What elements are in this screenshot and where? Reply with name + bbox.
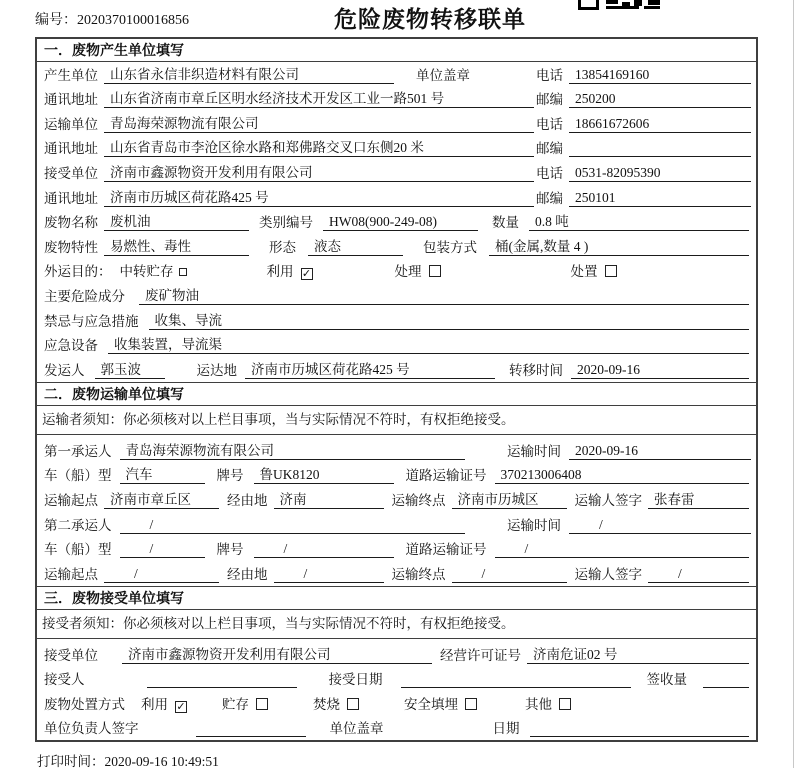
packaging-value: 桶(金属,数量 4 ) (489, 238, 749, 256)
producer-zip-value: 250200 (569, 90, 751, 108)
road-permit-label: 道路运输证号 (405, 468, 487, 484)
transporter-address-row (37, 136, 756, 161)
form-label: 形态 (269, 239, 296, 255)
receiver-address-value: 济南市历城区荷花路425 号 (104, 189, 534, 207)
dispose-checkbox (605, 265, 617, 277)
first-carrier-label: 第一承运人 (44, 443, 112, 459)
producer-phone-value: 13854169160 (569, 66, 751, 84)
producer-address-value: 山东省济南市章丘区明水经济技术开发区工业一路501 号 (104, 90, 534, 108)
transporter-sign-label: 运输人签字 (574, 566, 642, 582)
road-permit-value: 370213006408 (495, 466, 750, 484)
unit-seal-label: 单位盖章 (329, 721, 384, 737)
transporter-label: 运输单位 (44, 116, 98, 132)
waste-name-value: 废机油 (104, 213, 249, 231)
category-code-label: 类别编号 (259, 215, 313, 231)
address-label: 通讯地址 (44, 92, 98, 108)
transporter-row (37, 111, 756, 136)
second-carrier-label: 第二承运人 (44, 517, 112, 533)
disposal-other-checkbox (559, 698, 571, 710)
receiver-row (37, 160, 756, 185)
page-edge-line (793, 0, 795, 768)
second-carrier-value: / (120, 516, 465, 534)
transporter-notice-row (37, 406, 756, 435)
destination-value: 济南市历城区荷花路425 号 (245, 361, 495, 379)
zip-label: 邮编 (536, 141, 563, 157)
route-end-label: 运输终点 (391, 566, 446, 582)
purpose-option-utilize: 利用 ✓ (266, 264, 312, 281)
vehicle-type-value: 汽车 (120, 466, 205, 484)
route-end-value: 济南市历城区 (452, 491, 567, 509)
receiver-address-row (37, 185, 756, 210)
license-value: 济南危证02 号 (527, 646, 749, 664)
disposal-method-row (37, 691, 756, 716)
emergency-measures-label: 禁忌与应急措施 (44, 313, 139, 329)
second-transport-time-value: / (569, 516, 751, 534)
accepting-unit-value: 济南市鑫源物资开发利用有限公司 (122, 646, 432, 664)
producer-value: 山东省永信非织造材料有限公司 (104, 66, 394, 84)
phone-label: 电话 (536, 116, 563, 132)
acceptor-row (37, 667, 756, 692)
transfer-purpose-row (37, 259, 756, 284)
emergency-measures-value: 收集、导流 (149, 312, 750, 330)
qr-code-fragment-icon (578, 0, 662, 10)
print-time-label: 打印时间： (37, 754, 105, 768)
unit-signature-value (196, 720, 306, 737)
date-label: 日期 (492, 721, 520, 737)
purpose-option-storage: 中转贮存 (120, 263, 187, 280)
transporter-notice-text: 运输者须知：你必须核对以上栏目事项，当与实际情况不符时，有权拒绝接受。 (42, 412, 515, 428)
treat-checkbox (429, 265, 441, 277)
transporter-zip-value (569, 140, 751, 157)
utilize-checkbox-checked: ✓ (301, 268, 312, 281)
disposal-incinerate-checkbox (347, 698, 359, 710)
seal-label: 单位盖章 (416, 67, 470, 83)
vehicle-type-row-2 (37, 537, 756, 562)
disposal-option-utilize: 利用 ✓ (141, 696, 186, 713)
date-value (530, 720, 750, 737)
producer-address-row (37, 87, 756, 112)
transporter-sign-value: 张春雷 (648, 491, 749, 509)
receiver-value: 济南市鑫源物资开发利用有限公司 (104, 164, 534, 182)
category-code-value: HW08(900-249-08) (323, 213, 478, 231)
waste-traits-value: 易燃性、毒性 (104, 238, 249, 256)
transport-time-label: 运输时间 (507, 517, 561, 533)
packaging-label: 包装方式 (423, 239, 477, 255)
serial-number (35, 9, 189, 29)
route-row-2 (37, 561, 756, 586)
acceptor-value (147, 671, 297, 688)
section1-header: 一．废物产生单位填写 (37, 39, 756, 62)
hazard-components-label: 主要危险成分 (44, 288, 125, 304)
address-label: 通讯地址 (44, 141, 98, 157)
purpose-option-treat: 处理 (395, 263, 441, 280)
plate-value: 鲁UK8120 (254, 466, 394, 484)
route-end-label: 运输终点 (391, 492, 446, 508)
producer-row (37, 62, 756, 87)
accepting-unit-row (37, 639, 756, 667)
route-end-value-2: / (452, 565, 567, 583)
form-value: 液态 (308, 238, 403, 256)
emergency-equipment-label: 应急设备 (44, 338, 98, 354)
transporter-phone-value: 18661672606 (569, 115, 751, 133)
transfer-time-value: 2020-09-16 (571, 361, 749, 379)
producer-label: 产生单位 (44, 67, 98, 83)
address-label: 通讯地址 (44, 190, 98, 206)
vehicle-type-row-1 (37, 463, 756, 488)
disposal-store-checkbox (256, 698, 268, 710)
acceptor-label: 接受人 (44, 672, 85, 688)
section2-header: 二．废物运输单位填写 (37, 382, 756, 406)
transfer-time-label: 转移时间 (509, 362, 563, 378)
purpose-option-dispose: 处置 (571, 263, 617, 280)
qr-finder-pattern (578, 0, 599, 10)
first-carrier-value: 青岛海荣源物流有限公司 (120, 442, 465, 460)
phone-label: 电话 (536, 165, 563, 181)
dispatcher-label: 发运人 (44, 362, 85, 378)
quantity-label: 数量 (492, 215, 519, 231)
transporter-sign-label: 运输人签字 (574, 492, 642, 508)
first-carrier-row (37, 435, 756, 463)
zip-label: 邮编 (536, 92, 563, 108)
transporter-sign-value-2: / (648, 565, 749, 583)
emergency-equipment-value: 收集装置，导流渠 (108, 336, 749, 354)
plate-label: 牌号 (216, 542, 244, 558)
phone-label: 电话 (536, 67, 563, 83)
disposal-utilize-checkbox-checked: ✓ (176, 700, 186, 713)
destination-label: 运达地 (196, 362, 237, 378)
route-via-label: 经由地 (227, 566, 268, 582)
serial-value: 2020370100016856 (77, 13, 189, 28)
vehicle-type-label: 车（船）型 (44, 542, 112, 558)
serial-label: 编号： (35, 13, 77, 28)
transport-time-value: 2020-09-16 (569, 442, 751, 460)
quantity-value: 0.8 吨 (529, 213, 749, 231)
waste-traits-row (37, 234, 756, 259)
transfer-purpose-label: 外运目的： (44, 264, 112, 280)
route-row-1 (37, 487, 756, 512)
disposal-option-landfill: 安全填埋 (404, 696, 477, 713)
print-time (37, 750, 219, 768)
hazard-components-row (37, 283, 756, 308)
plate-value-2: / (254, 540, 394, 558)
disposal-option-store: 贮存 (222, 696, 268, 713)
vehicle-type-label: 车（船）型 (44, 468, 112, 484)
route-via-value: 济南 (274, 491, 384, 509)
received-qty-value (703, 671, 749, 688)
manifest-form (35, 37, 758, 742)
road-permit-label: 道路运输证号 (405, 542, 487, 558)
unit-signature-label: 单位负责人签字 (44, 721, 139, 737)
accepting-unit-label: 接受单位 (44, 647, 98, 663)
receiver-label: 接受单位 (44, 165, 98, 181)
route-via-value-2: / (274, 565, 384, 583)
route-start-value-2: / (104, 565, 219, 583)
receiver-notice-text: 接受者须知：你必须核对以上栏目事项，当与实际情况不符时，有权拒绝接受。 (42, 616, 515, 632)
unit-signature-row (37, 716, 756, 741)
plate-label: 牌号 (216, 468, 244, 484)
disposal-method-label: 废物处置方式 (44, 696, 125, 712)
disposal-landfill-checkbox (465, 698, 477, 710)
route-start-label: 运输起点 (44, 566, 98, 582)
second-carrier-row (37, 512, 756, 537)
waste-name-row (37, 210, 756, 235)
dispatcher-row (37, 357, 756, 382)
received-qty-label: 签收量 (646, 672, 687, 688)
accept-date-value (401, 671, 631, 688)
section3-header: 三．废物接受单位填写 (37, 586, 756, 610)
emergency-measures-row (37, 308, 756, 333)
route-via-label: 经由地 (227, 492, 268, 508)
disposal-option-incinerate: 焚烧 (313, 696, 359, 713)
route-start-value: 济南市章丘区 (104, 491, 219, 509)
disposal-option-other: 其他 (525, 696, 571, 713)
receiver-notice-row (37, 610, 756, 639)
waste-traits-label: 废物特性 (44, 239, 98, 255)
dispatcher-value: 郭玉波 (95, 361, 165, 379)
receiver-zip-value: 250101 (569, 189, 751, 207)
storage-checkbox (179, 268, 187, 276)
print-time-value: 2020-09-16 10:49:51 (104, 754, 219, 768)
hazard-components-value: 废矿物油 (139, 287, 749, 305)
receiver-phone-value: 0531-82095390 (569, 164, 751, 182)
transporter-address-value: 山东省青岛市李沧区徐水路和郑佛路交叉口东侧20 米 (104, 139, 534, 157)
emergency-equipment-row (37, 333, 756, 358)
waste-name-label: 废物名称 (44, 215, 98, 231)
page-title: 危险废物转移联单 (334, 7, 526, 32)
transporter-value: 青岛海荣源物流有限公司 (104, 115, 534, 133)
vehicle-type-value-2: / (120, 540, 205, 558)
route-start-label: 运输起点 (44, 492, 98, 508)
transport-time-label: 运输时间 (507, 443, 561, 459)
accept-date-label: 接受日期 (328, 672, 383, 688)
zip-label: 邮编 (536, 190, 563, 206)
road-permit-value-2: / (495, 540, 750, 558)
license-label: 经营许可证号 (440, 647, 521, 663)
